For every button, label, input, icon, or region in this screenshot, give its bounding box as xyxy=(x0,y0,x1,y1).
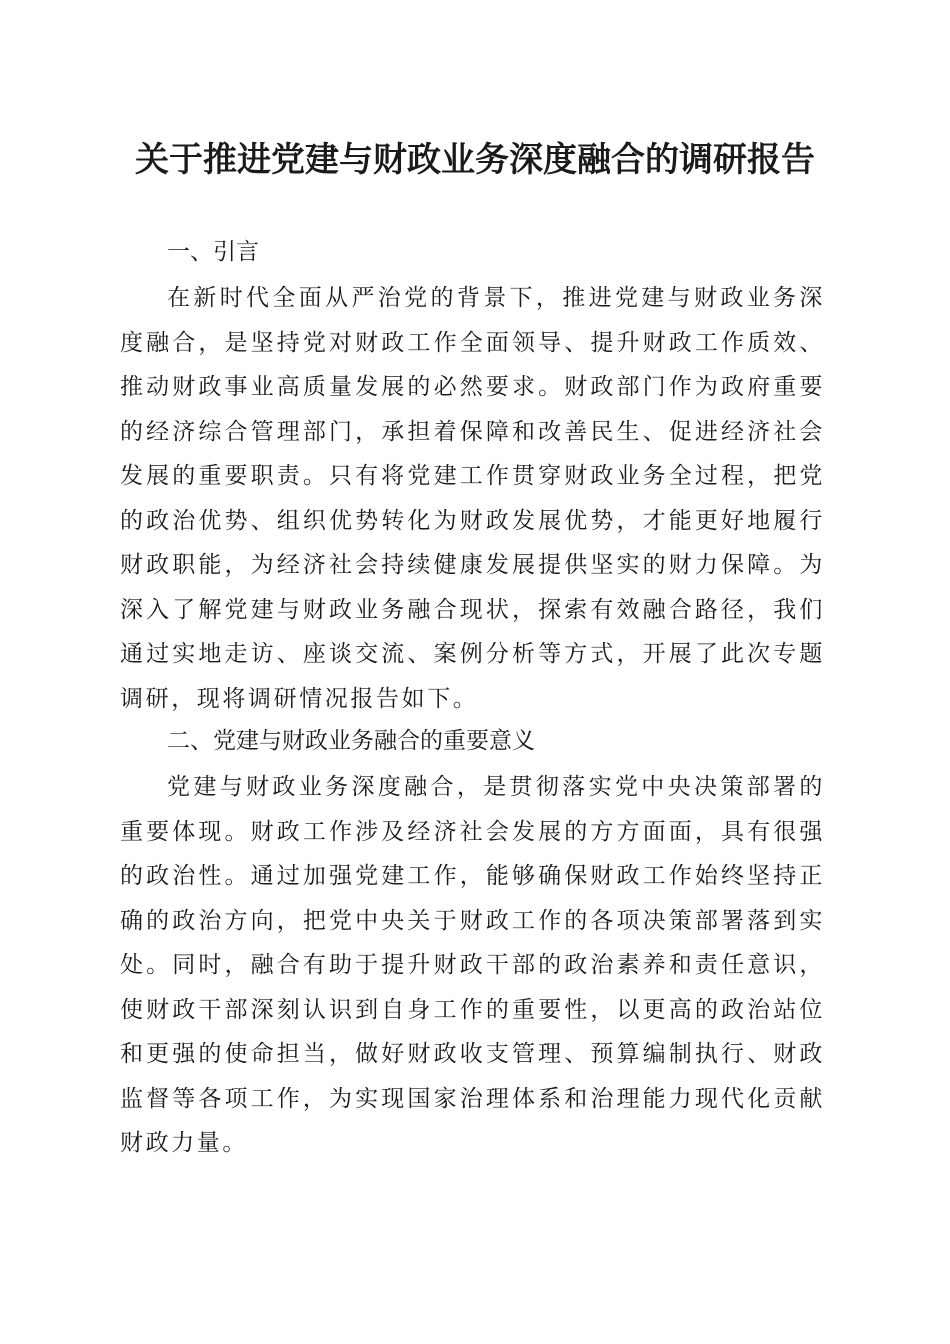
section-significance xyxy=(120,721,825,1166)
section-heading: 二、党建与财政业务融合的重要意义 xyxy=(167,728,535,754)
section-paragraph: 党建与财政业务深度融合，是贯彻落实党中央决策部署的重要体现。财政工作涉及经济社会发展的方方面面，具有很强的政治性。通过加强党建工作，能够确保财政工作始终坚持正确的政治方向，把党中央关于财政工作的各项决策部署落到实处。同时，融合有助于提升财政干部的政治素养和责任意识，使财政干部深刻认识到自身工作的重要性，以更高的政治站位和更强的使命担当，做好财政收支管理、预算编制执行、财政监督等各项工作，为实现国家治理体系和治理能力现代化贡献财政力量。 xyxy=(120,774,825,1156)
document-title: 关于推进党建与财政业务深度融合的调研报告 xyxy=(135,140,815,180)
section-heading: 一、引言 xyxy=(167,239,259,265)
document-body xyxy=(120,232,825,1166)
section-paragraph: 在新时代全面从严治党的背景下，推进党建与财政业务深度融合，是坚持党对财政工作全面领导、提升财政工作质效、推动财政事业高质量发展的必然要求。财政部门作为政府重要的经济综合管理部门，承担着保障和改善民生、促进经济社会发展的重要职责。只有将党建工作贯穿财政业务全过程，把党的政治优势、组织优势转化为财政发展优势，才能更好地履行财政职能，为经济社会持续健康发展提供坚实的财力保障。为深入了解党建与财政业务融合现状，探索有效融合路径，我们通过实地走访、座谈交流、案例分析等方式，开展了此次专题调研，现将调研情况报告如下。 xyxy=(120,285,825,712)
section-introduction xyxy=(120,232,825,721)
